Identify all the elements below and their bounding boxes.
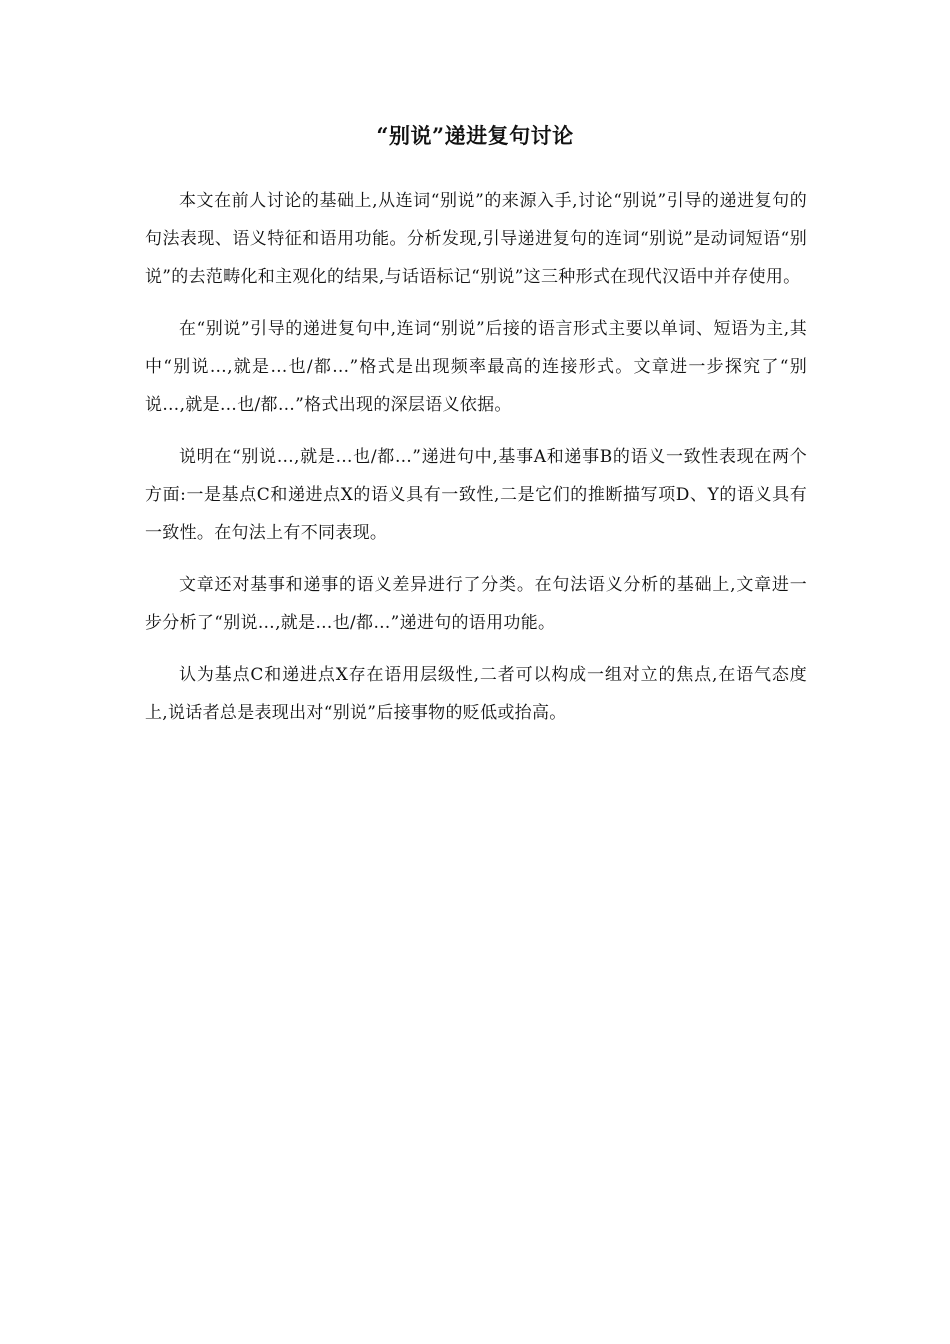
paragraph-4: 文章还对基事和递事的语义差异进行了分类。在句法语义分析的基础上,文章进一步分析了“别说…,就是…也/都…”递进句的语用功能。 (145, 575, 807, 633)
document-body (145, 182, 807, 746)
document-title: “别说”递进复句讨论 (376, 123, 574, 148)
paragraph-5: 认为基点C和递进点X存在语用层级性,二者可以构成一组对立的焦点,在语气态度上,说话者总是表现出对“别说”后接事物的贬低或抬高。 (145, 665, 807, 723)
paragraph-3: 说明在“别说…,就是…也/都…”递进句中,基事A和递事B的语义一致性表现在两个方面:一是基点C和递进点X的语义具有一致性,二是它们的推断描写项D、Y的语义具有一致性。在句法上有不同表现。 (145, 447, 807, 543)
paragraph-2: 在“别说”引导的递进复句中,连词“别说”后接的语言形式主要以单词、短语为主,其中“别说…,就是…也/都…”格式是出现频率最高的连接形式。文章进一步探究了“别说…,就是…也/都…”格式出现的深层语义依据。 (145, 319, 807, 415)
paragraph-1: 本文在前人讨论的基础上,从连词“别说”的来源入手,讨论“别说”引导的递进复句的句法表现、语义特征和语用功能。分析发现,引导递进复句的连词“别说”是动词短语“别说”的去范畴化和主观化的结果,与话语标记“别说”这三种形式在现代汉语中并存使用。 (145, 191, 807, 287)
